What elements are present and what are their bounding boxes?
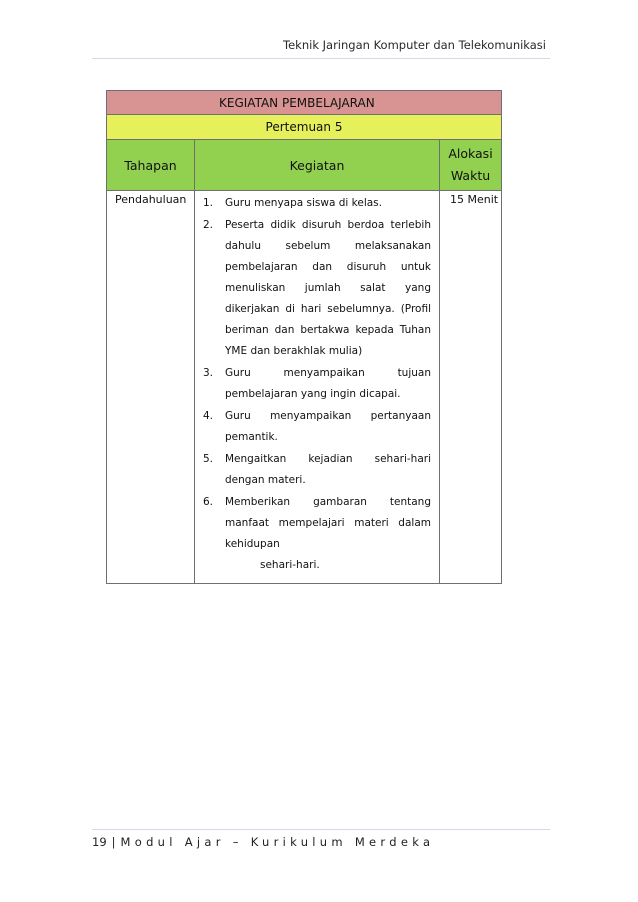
step-number: 6. [203,496,214,508]
header-divider [92,58,550,59]
steps-list [203,193,431,576]
step-text: Guru menyampaikan tujuan pembelajaran yang ingin dicapai. [225,367,431,400]
cell-alokasi: 15 Menit [440,191,502,584]
activity-table [106,90,502,584]
step-text [225,492,431,576]
step-text: Peserta didik disuruh berdoa terlebih dahulu sebelum melaksanakan pembelajaran dan disuruh untuk menuliskan jumlah salat yang dikerjakan di hari sebelumnya. (Profil beriman dan bertakwa kepada Tuhan YME dan berakhlak mulia) [225,219,431,357]
table-subtitle: Pertemuan 5 [107,115,502,140]
cell-kegiatan [195,191,440,584]
header-kegiatan: Kegiatan [195,140,440,191]
page-footer [92,835,434,849]
list-item [203,193,431,214]
header-tahapan: Tahapan [107,140,195,191]
list-item [203,492,431,576]
page-number: 19 [92,835,107,849]
step-text-main: Memberikan gambaran tentang manfaat mempelajari materi dalam kehidupan [225,496,431,550]
table-header-row [107,140,502,191]
header-alokasi-line1: Alokasi [448,146,493,161]
step-number: 3. [203,367,214,379]
footer-separator: | [111,835,116,849]
list-item [203,406,431,448]
step-number: 4. [203,410,214,422]
list-item [203,449,431,491]
list-item [203,363,431,405]
table-row [107,191,502,584]
table-subtitle-row [107,115,502,140]
footer-divider [92,829,550,830]
table-title: KEGIATAN PEMBELAJARAN [107,91,502,115]
step-number: 1. [203,197,214,209]
header-alokasi [440,140,502,191]
header-alokasi-line2: Waktu [450,168,491,183]
step-text: Guru menyampaikan pertanyaan pemantik. [225,410,431,443]
running-header-title: Teknik Jaringan Komputer dan Telekomunikasi [283,38,546,52]
list-item [203,215,431,362]
step-number: 2. [203,219,214,231]
step-text: Mengaitkan kejadian sehari-hari dengan materi. [225,453,431,486]
footer-module-name: Modul Ajar – Kurikulum Merdeka [120,835,435,849]
table-title-row [107,91,502,115]
step-closing-line: sehari-hari. [260,559,320,571]
cell-tahapan: Pendahuluan [107,191,195,584]
step-number: 5. [203,453,214,465]
step-text: Guru menyapa siswa di kelas. [225,197,382,209]
